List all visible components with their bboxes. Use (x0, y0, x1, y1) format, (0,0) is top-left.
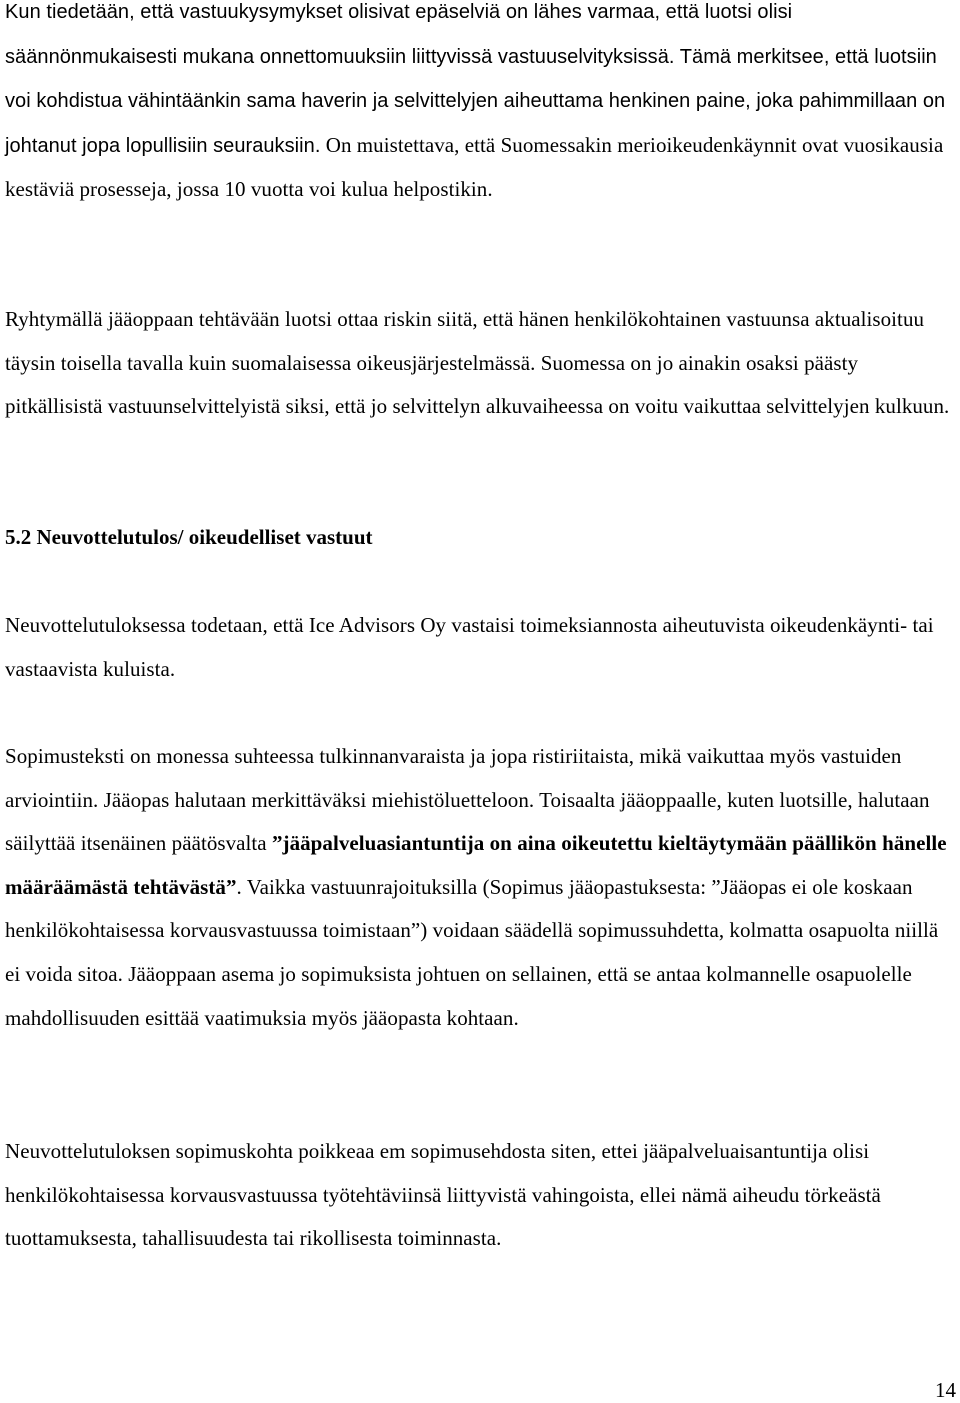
paragraph-contract-text (5, 735, 955, 1040)
paragraph-4-bold-quote: ”jääpalveluasiantuntija on aina oikeutettu kieltäytymään päällikön hänelle määräämästä tehtävästä” (5, 831, 947, 899)
paragraph-4-intro: Sopimusteksti on monessa suhteessa tulkinnanvaraista ja jopa ristiriitaista, mikä vaikuttaa myös vastuiden arviointiin. Jääopas halutaan merkittäväksi miehistöluetteloon. Toisaalta jääoppaalle, kuten luotsille, halutaan säilyttää itsenäinen päätösvalta (5, 744, 930, 856)
page-number: 14 (935, 1378, 956, 1402)
paragraph-1-sans-part: Kun tiedetään, että vastuukysymykset olisivat epäselviä on lähes varmaa, että luotsi olisi säännönmukaisesti mukana onnettomuuksiin liittyvissä vastuuselvityksissä. Tämä merkitsee, että luotsiin voi kohdistua vähintäänkin sama haverin ja selvittelyjen aiheuttama henkinen paine, joka pahimmillaan on johtanut jopa lopullisiin seurauksiin. (5, 1, 946, 157)
paragraph-1-serif-part: On muistettava, että Suomessakin merioikeudenkäynnit ovat vuosikausia kestäviä prosesseja, jossa 10 vuotta voi kulua helpostikin. (5, 132, 944, 202)
paragraph-personal-liability: Ryhtymällä jääoppaan tehtävään luotsi ottaa riskin siitä, että hänen henkilökohtainen vastuunsa aktualisoituu täysin toisella tavalla kuin suomalaisessa oikeusjärjestelmässä. Suomessa on jo ainakin osaksi päästy pitkällisistä vastuunselvittelyistä siksi, että jo selvittelyn alkuvaiheessa on voitu vaikuttaa selvittelyjen kulkuun. (5, 307, 950, 419)
section-heading: 5.2 Neuvottelutulos/ oikeudelliset vastuut (5, 525, 373, 549)
paragraph-negotiation-result: Neuvottelutuloksessa todetaan, että Ice Advisors Oy vastaisi toimeksiannosta aiheutuvista oikeudenkäynti- tai vastaavista kuluista. (5, 613, 934, 681)
paragraph-4-continuation: . Vaikka vastuunrajoituksilla (Sopimus jääopastuksesta: ”Jääopas ei ole koskaan henkilökohtaisessa korvausvastuussa toimistaan”) voidaan säädellä sopimussuhdetta, kolmatta osapuolta niillä ei voida sitoa. Jääoppaan asema jo sopimuksista johtuen on sellainen, että se antaa kolmannelle osapuolelle mahdollisuuden esittää vaatimuksia myös jääopasta kohtaan. (5, 874, 939, 1030)
paragraph-contract-clause: Neuvottelutuloksen sopimuskohta poikkeaa em sopimusehdosta siten, ettei jääpalveluaisantuntija olisi henkilökohtaisessa korvausvastuussa työtehtäviinsä liittyvistä vahingoista, ellei nämä aiheudu törkeästä tuottamuksesta, tahallisuudesta tai rikollisesta toiminnasta. (5, 1139, 881, 1251)
paragraph-liability-questions (5, 0, 955, 212)
